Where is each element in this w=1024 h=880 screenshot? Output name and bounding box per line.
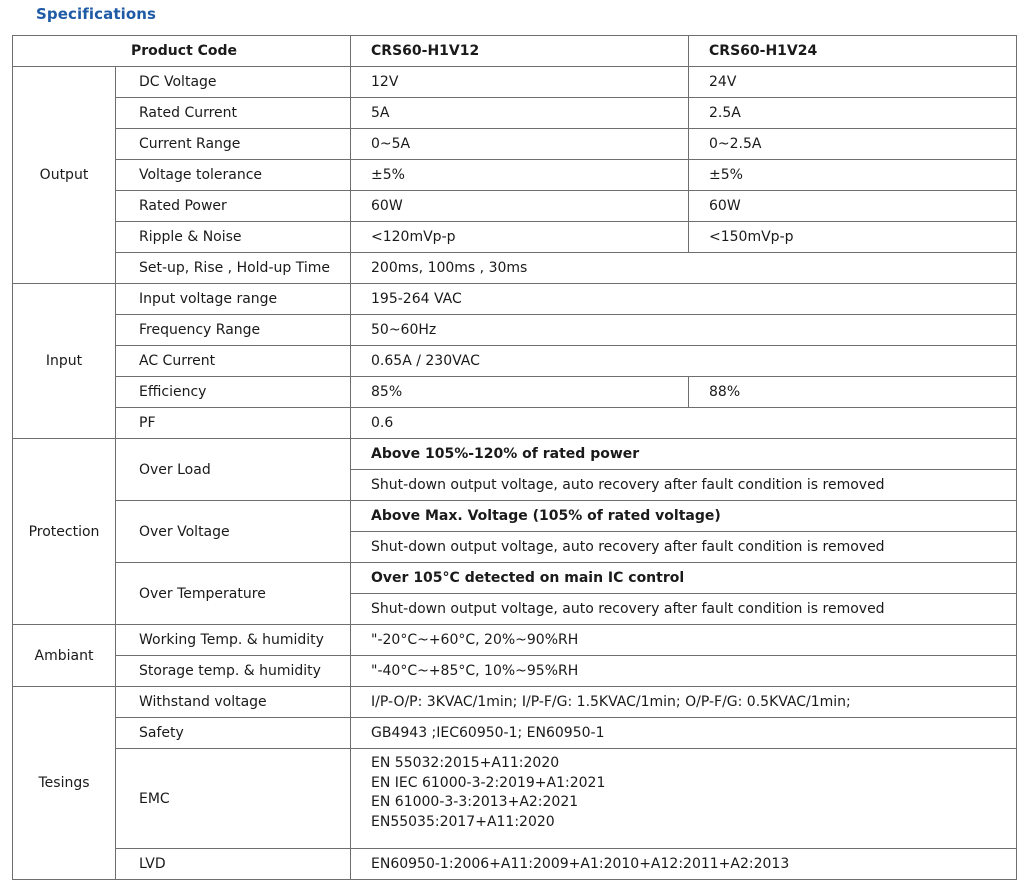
value-shared: "-40°C~+85°C, 10%~95%RH bbox=[351, 656, 1017, 687]
table-row bbox=[13, 222, 1017, 253]
value-model-2: 24V bbox=[689, 67, 1017, 98]
emc-line: EN 55032:2015+A11:2020 bbox=[371, 755, 560, 771]
value-shared: GB4943 ;IEC60950-1; EN60950-1 bbox=[351, 718, 1017, 749]
row-label: Frequency Range bbox=[116, 315, 351, 346]
table-row bbox=[13, 749, 1017, 849]
value-shared: EN60950-1:2006+A11:2009+A1:2010+A12:2011+A2:2013 bbox=[351, 849, 1017, 880]
row-label: Over Temperature bbox=[116, 563, 351, 625]
table-row bbox=[13, 625, 1017, 656]
value-shared: I/P-O/P: 3KVAC/1min; I/P-F/G: 1.5KVAC/1min; O/P-F/G: 0.5KVAC/1min; bbox=[351, 687, 1017, 718]
row-label: AC Current bbox=[116, 346, 351, 377]
model-1-header: CRS60-H1V12 bbox=[351, 36, 689, 67]
table-row bbox=[13, 377, 1017, 408]
value-model-1: 0~5A bbox=[351, 129, 689, 160]
row-label: Withstand voltage bbox=[116, 687, 351, 718]
protection-action: Shut-down output voltage, auto recovery after fault condition is removed bbox=[351, 470, 1017, 501]
table-row bbox=[13, 563, 1017, 594]
value-model-2: <150mVp-p bbox=[689, 222, 1017, 253]
table-row bbox=[13, 129, 1017, 160]
table-row bbox=[13, 849, 1017, 880]
row-label: LVD bbox=[116, 849, 351, 880]
emc-standards bbox=[351, 749, 1017, 849]
value-shared: 50~60Hz bbox=[351, 315, 1017, 346]
row-label: Working Temp. & humidity bbox=[116, 625, 351, 656]
table-row bbox=[13, 501, 1017, 532]
row-label: Over Load bbox=[116, 439, 351, 501]
value-shared: 200ms, 100ms , 30ms bbox=[351, 253, 1017, 284]
table-header-row bbox=[13, 36, 1017, 67]
value-model-2: 88% bbox=[689, 377, 1017, 408]
value-model-1: 5A bbox=[351, 98, 689, 129]
value-model-2: 0~2.5A bbox=[689, 129, 1017, 160]
row-label: PF bbox=[116, 408, 351, 439]
emc-line: EN55035:2017+A11:2020 bbox=[371, 813, 555, 830]
table-row bbox=[13, 284, 1017, 315]
row-label: Current Range bbox=[116, 129, 351, 160]
row-label: Rated Current bbox=[116, 98, 351, 129]
value-model-1: 85% bbox=[351, 377, 689, 408]
row-label: Safety bbox=[116, 718, 351, 749]
table-row bbox=[13, 253, 1017, 284]
table-row bbox=[13, 346, 1017, 377]
emc-line: EN 61000-3-3:2013+A2:2021 bbox=[371, 794, 579, 810]
value-model-1: 60W bbox=[351, 191, 689, 222]
table-row bbox=[13, 656, 1017, 687]
group-ambiant: Ambiant bbox=[13, 625, 116, 687]
table-row bbox=[13, 67, 1017, 98]
value-model-2: ±5% bbox=[689, 160, 1017, 191]
section-title: Specifications bbox=[36, 5, 157, 23]
row-label: Ripple & Noise bbox=[116, 222, 351, 253]
row-label: DC Voltage bbox=[116, 67, 351, 98]
table-row bbox=[13, 408, 1017, 439]
row-label: Set-up, Rise , Hold-up Time bbox=[116, 253, 351, 284]
value-shared: 0.65A / 230VAC bbox=[351, 346, 1017, 377]
table-row bbox=[13, 439, 1017, 470]
group-testings: Tesings bbox=[13, 687, 116, 880]
table-row bbox=[13, 687, 1017, 718]
group-protection: Protection bbox=[13, 439, 116, 625]
protection-condition: Above 105%-120% of rated power bbox=[351, 439, 1017, 470]
value-model-1: <120mVp-p bbox=[351, 222, 689, 253]
model-2-header: CRS60-H1V24 bbox=[689, 36, 1017, 67]
row-label: Voltage tolerance bbox=[116, 160, 351, 191]
table-row bbox=[13, 98, 1017, 129]
row-label: Rated Power bbox=[116, 191, 351, 222]
specifications-table bbox=[12, 35, 1017, 880]
row-label: Efficiency bbox=[116, 377, 351, 408]
table-row bbox=[13, 191, 1017, 222]
protection-action: Shut-down output voltage, auto recovery after fault condition is removed bbox=[351, 594, 1017, 625]
row-label: Input voltage range bbox=[116, 284, 351, 315]
value-model-2: 2.5A bbox=[689, 98, 1017, 129]
protection-action: Shut-down output voltage, auto recovery after fault condition is removed bbox=[351, 532, 1017, 563]
protection-condition: Over 105°C detected on main IC control bbox=[351, 563, 1017, 594]
row-label: Storage temp. & humidity bbox=[116, 656, 351, 687]
product-code-header: Product Code bbox=[13, 36, 351, 67]
value-model-2: 60W bbox=[689, 191, 1017, 222]
row-label: EMC bbox=[116, 749, 351, 849]
value-shared: 0.6 bbox=[351, 408, 1017, 439]
value-model-1: 12V bbox=[351, 67, 689, 98]
group-output: Output bbox=[13, 67, 116, 284]
value-model-1: ±5% bbox=[351, 160, 689, 191]
protection-condition: Above Max. Voltage (105% of rated voltage) bbox=[351, 501, 1017, 532]
row-label: Over Voltage bbox=[116, 501, 351, 563]
value-shared: "-20°C~+60°C, 20%~90%RH bbox=[351, 625, 1017, 656]
emc-line: EN IEC 61000-3-2:2019+A1:2021 bbox=[371, 774, 606, 791]
table-row bbox=[13, 718, 1017, 749]
group-input: Input bbox=[13, 284, 116, 439]
table-row bbox=[13, 315, 1017, 346]
table-row bbox=[13, 160, 1017, 191]
value-shared: 195-264 VAC bbox=[351, 284, 1017, 315]
